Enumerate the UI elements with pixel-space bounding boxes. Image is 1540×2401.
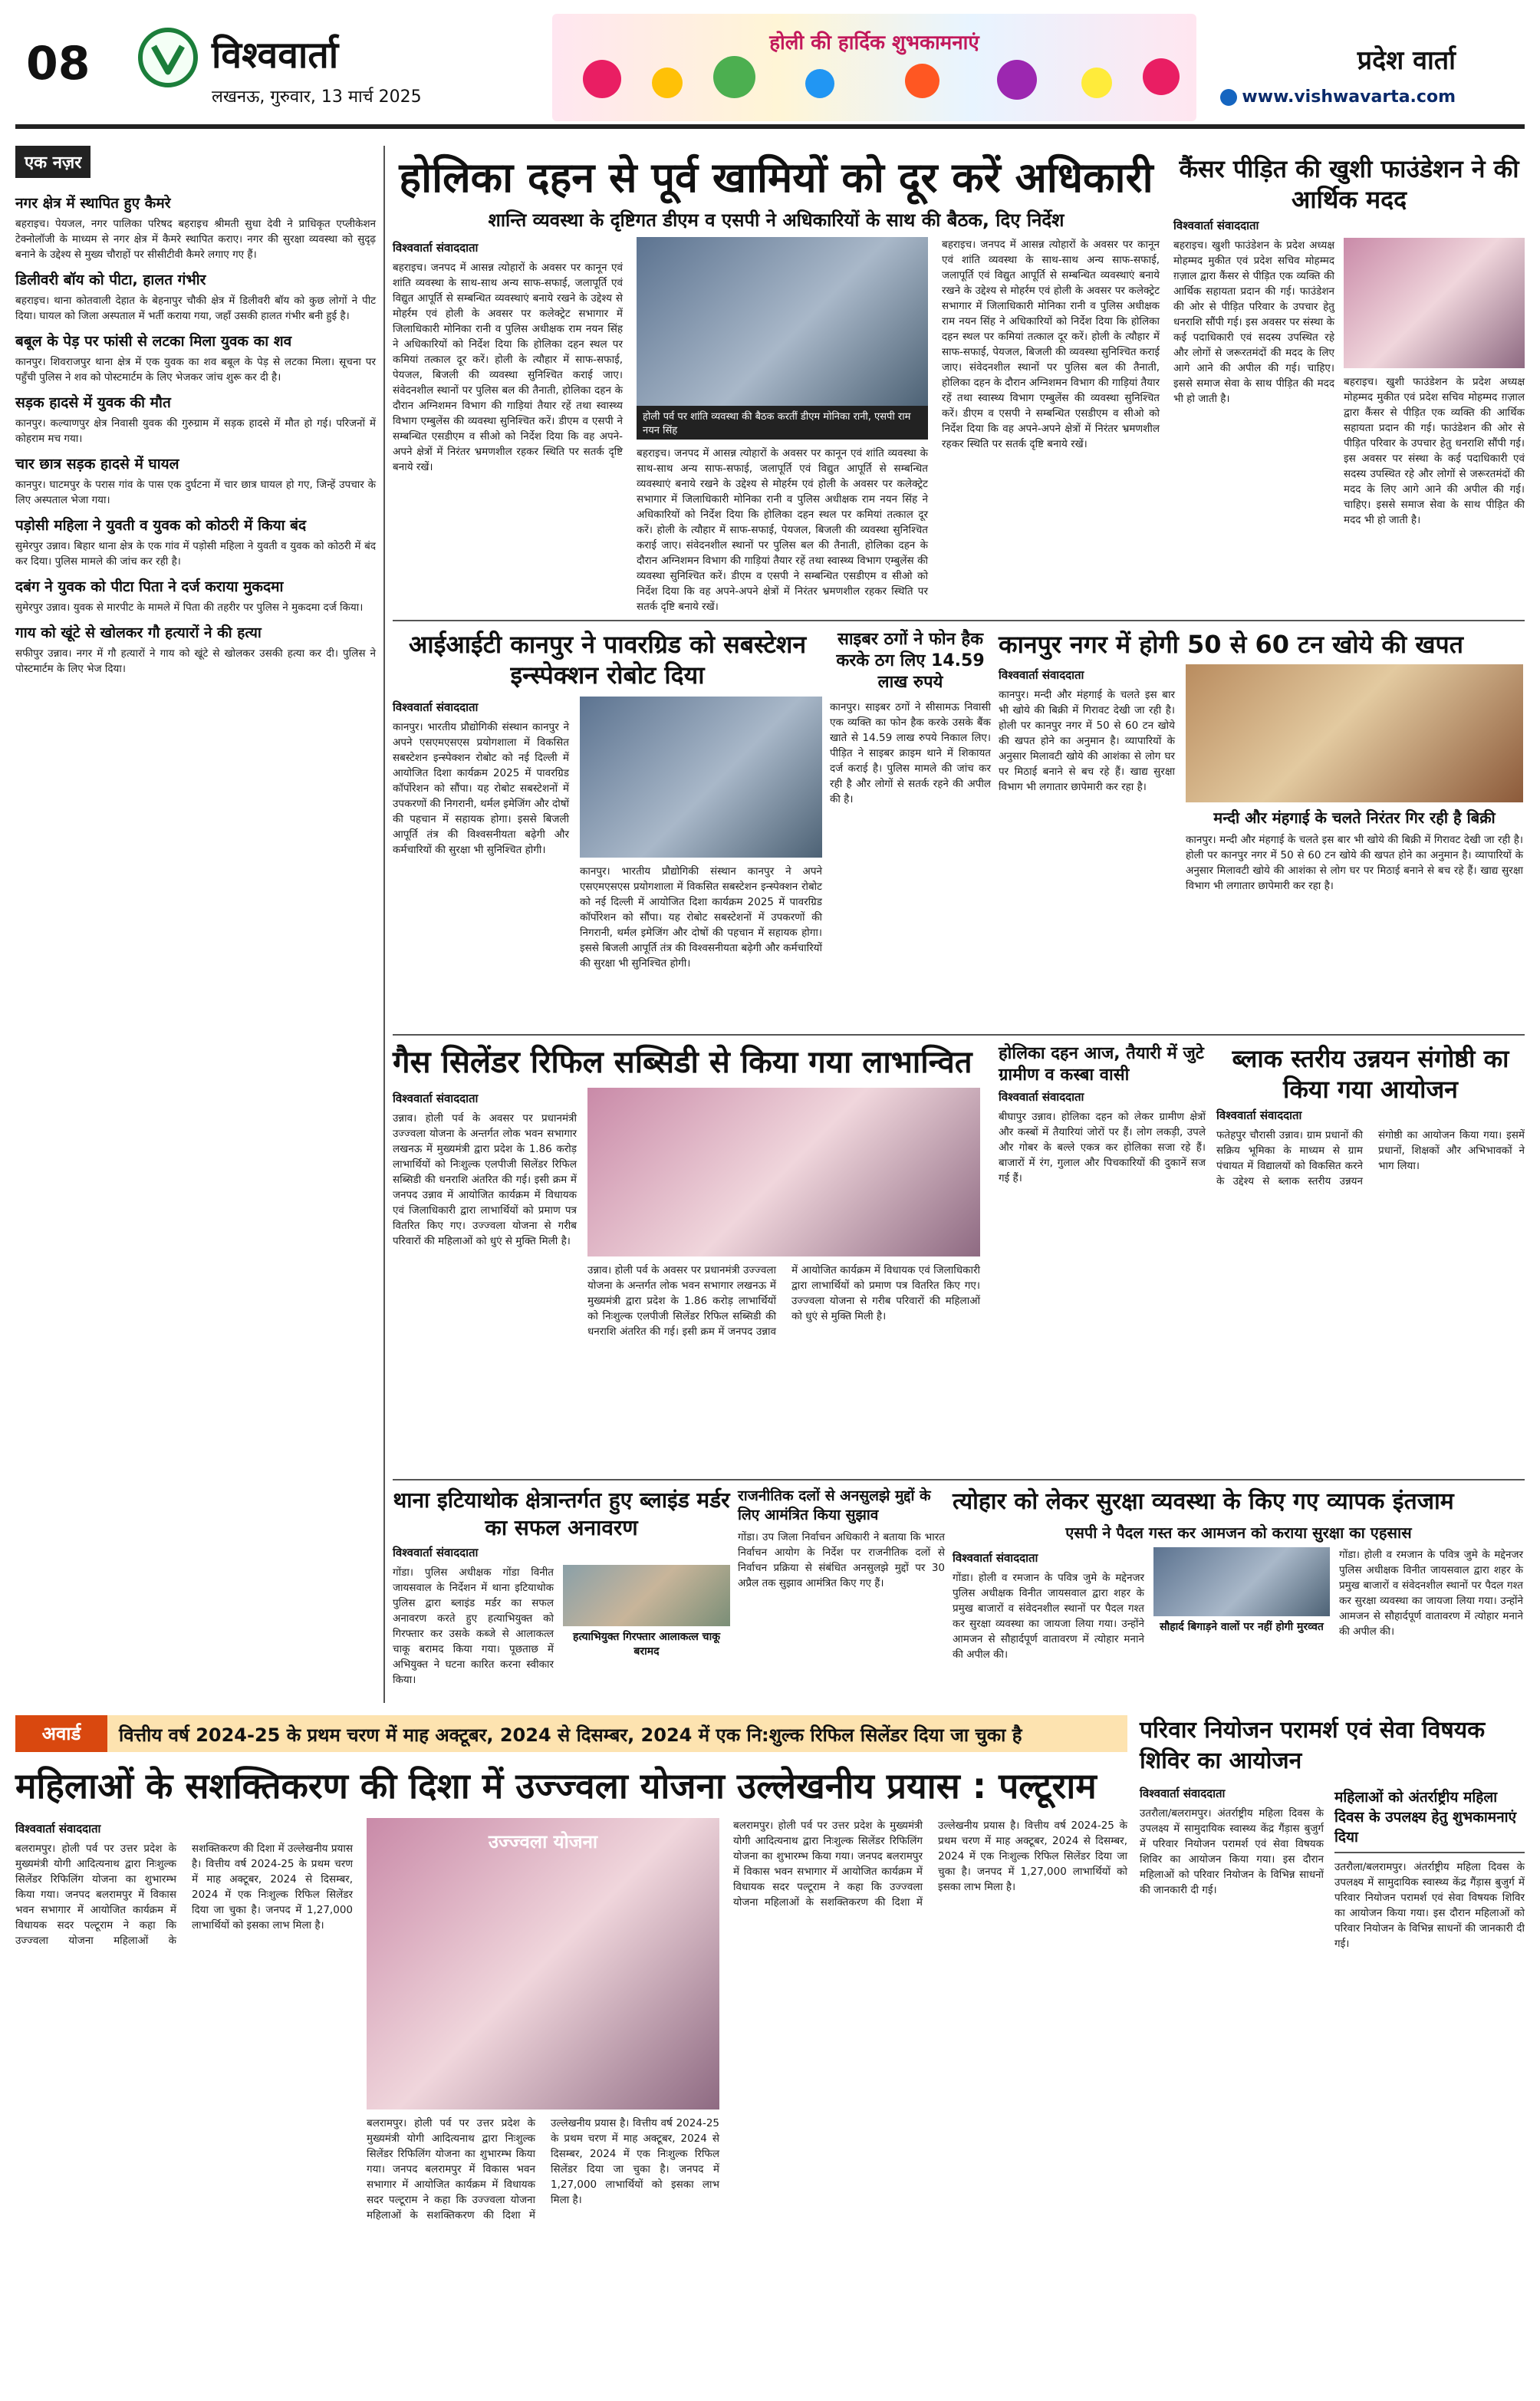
gas-byline: विश्ववार्ता संवाददाता — [393, 1092, 479, 1105]
sidebar-item — [15, 393, 376, 446]
sidebar-item-headline: गाय को खूंटे से खोलकर गौ हत्यारों ने की हत्या — [15, 624, 262, 641]
gas-subsidy-story — [393, 1043, 991, 1473]
khoya-headline: कानपुर नगर में होगी 50 से 60 टन खोये की खपत — [999, 630, 1463, 659]
lead-photo-caption: होली पर्व पर शांति व्यवस्था की बैठक करतीं डीएम मोनिका रानी, एसपी राम नयन सिंह — [637, 406, 928, 440]
sidebar-item-headline: सड़क हादसे में युवक की मौत — [15, 394, 171, 411]
gas-text: उन्नाव। होली पर्व के अवसर पर प्रधानमंत्री उज्ज्वला योजना के अन्तर्गत लोक भवन सभागार लखनऊ में मुख्यमंत्री द्वारा प्रदेश के 1.86 करोड़ लाभार्थियों को निःशुल्क एलपीजी सिलेंडर रिफिल सब्सिडी की धनराशि अंतरित की गई। इसी क्रम में जनपद उन्नाव में आयोजित कार्यक्रम में विधायक एवं जिलाधिकारी द्वारा लाभार्थियों को प्रमाण पत्र वितरित किए गए। उज्ज्वला योजना से गरीब परिवारों की महिलाओं को धुएं से मुक्ति मिली है। — [393, 1112, 577, 1247]
page-number: 08 — [26, 37, 90, 91]
website-url: www.vishwavarta.com — [1242, 87, 1456, 107]
family-text-cont: उतरौला/बलरामपुर। अंतर्राष्ट्रीय महिला दिवस के उपलक्ष्य में सामुदायिक स्वास्थ्य केंद्र गैंड़ास बुजुर्ग में परिवार नियोजन परामर्श एवं सेवा विषयक शिविर का आयोजन किया गया। इस दौरान महिलाओं को परिवार नियोजन के विभिन्न साधनों की जानकारी दी गई। — [1334, 1861, 1525, 1950]
holika-prep-headline: होलिका दहन आज, तैयारी में जुटे ग्रामीण व कस्बा वासी — [999, 1044, 1204, 1085]
sidebar-item-headline: दबंग ने युवक को पीटा पिता ने दर्ज कराया मुकदमा — [15, 578, 284, 595]
sidebar-item — [15, 515, 376, 569]
sidebar-item-headline: नगर क्षेत्र में स्थापित हुए कैमरे — [15, 195, 171, 212]
row-divider — [393, 620, 1525, 621]
gas-photo — [587, 1088, 980, 1256]
sidebar-tag: एक नज़र — [15, 146, 90, 178]
block-headline: ब्लाक स्तरीय उन्नयन संगोष्ठी का किया गया आयोजन — [1232, 1044, 1509, 1104]
ujjwala-text-cont: बलरामपुर। होली पर्व पर उत्तर प्रदेश के मुख्यमंत्री योगी आदित्यनाथ द्वारा निःशुल्क सिलेंडर रिफिलिंग योजना का शुभारम्भ किया गया। जनपद बलरामपुर में विकास भवन सभागार में आयोजित कार्यक्रम में विधायक सदर पल्टूराम ने कहा कि उज्ज्वला योजना महिलाओं के सशक्तिकरण की दिशा में उल्लेखनीय प्रयास है। वित्तीय वर्ष 2024-25 के प्रथम चरण में माह अक्टूबर, 2024 से दिसम्बर, 2024 में एक निःशुल्क रिफिल सिलेंडर दिया जा चुका है। जनपद में 1,27,000 लाभार्थियों को इसका लाभ मिला है। — [367, 2117, 719, 2222]
lead-headline: होलिका दहन से पूर्व खामियों को दूर करें अधिकारी — [399, 153, 1153, 202]
newspaper-name: विश्ववार्ता — [212, 34, 339, 77]
political-parties-story — [738, 1487, 945, 1709]
iit-text-cont: कानपुर। भारतीय प्रौद्योगिकी संस्थान कानपुर ने अपने एसएमएसएस प्रयोगशाला में विकसित सबस्टेशन इन्स्पेक्शन रोबोट को नई दिल्ली में आयोजित दिशा कार्यक्रम 2025 में पावरग्रिड कॉर्पोरेशन को सौंपा। यह रोबोट सबस्टेशनों में उपकरणों की निगरानी, थर्मल इमेजिंग और दोषों की पहचान में सहायक होगा। इससे बिजली आपूर्ति तंत्र की विश्वसनीयता बढ़ेगी और कर्मचारियों की सुरक्षा भी सुनिश्चित होगी। — [580, 865, 822, 970]
khoya-photo — [1186, 664, 1523, 802]
blind-murder-story — [393, 1487, 730, 1709]
ujjwala-text: बलरामपुर। होली पर्व पर उत्तर प्रदेश के मुख्यमंत्री योगी आदित्यनाथ द्वारा निःशुल्क सिलेंडर रिफिलिंग योजना का शुभारम्भ किया गया। जनपद बलरामपुर में विकास भवन सभागार में आयोजित कार्यक्रम में विधायक सदर पल्टूराम ने कहा कि उज्ज्वला योजना महिलाओं के सशक्तिकरण की दिशा में उल्लेखनीय प्रयास है। वित्तीय वर्ष 2024-25 के प्रथम चरण में माह अक्टूबर, 2024 से दिसम्बर, 2024 में एक निःशुल्क रिफिल सिलेंडर दिया जा चुका है। जनपद में 1,27,000 लाभार्थियों को इसका लाभ मिला है। — [15, 1843, 353, 1947]
ujjwala-photo — [367, 1818, 719, 2110]
cyber-text: कानपुर। साइबर ठगों ने सीसामऊ निवासी एक व्यक्ति का फोन हैक करके उसके बैंक खाते से 14.59 लाख रुपये निकाल लिए। पीड़ित ने साइबर क्राइम थाने में शिकायत दर्ज कराई है। पुलिस मामले की जांच कर रही है और लोगों से सतर्क रहने की अपील की है। — [830, 701, 991, 805]
cancer-aid-story — [1173, 153, 1525, 614]
iit-photo — [580, 697, 822, 858]
gas-text-cont: उन्नाव। होली पर्व के अवसर पर प्रधानमंत्री उज्ज्वला योजना के अन्तर्गत लोक भवन सभागार लखनऊ में मुख्यमंत्री द्वारा प्रदेश के 1.86 करोड़ लाभार्थियों को निःशुल्क एलपीजी सिलेंडर रिफिल सब्सिडी की धनराशि अंतरित की गई। इसी क्रम में जनपद उन्नाव में आयोजित कार्यक्रम में विधायक एवं जिलाधिकारी द्वारा लाभार्थियों को प्रमाण पत्र वितरित किए गए। उज्ज्वला योजना से गरीब परिवारों की महिलाओं को धुएं से मुक्ति मिली है। — [587, 1264, 980, 1338]
khoya-story — [999, 629, 1525, 1028]
holika-prep-byline: विश्ववार्ता संवाददाता — [999, 1090, 1084, 1104]
sidebar-item-text: सुमेरपुर उन्नाव। युवक से मारपीट के मामले में पिता की तहरीर पर पुलिस ने मुकदमा दर्ज किया। — [15, 601, 364, 614]
sidebar-item — [15, 577, 376, 615]
security-headline: त्योहार को लेकर सुरक्षा व्यवस्था के किए गए व्यापक इंतजाम — [953, 1488, 1454, 1515]
cyber-headline: साइबर ठगों ने फोन हैक करके ठग लिए 14.59 लाख रुपये — [836, 630, 985, 692]
iit-robot-story — [393, 629, 822, 1028]
award-tag: अवार्ड — [15, 1715, 107, 1752]
iit-byline: विश्ववार्ता संवाददाता — [393, 700, 479, 714]
security-byline: विश्ववार्ता संवाददाता — [953, 1551, 1038, 1565]
security-text: गोंडा। होली व रमजान के पवित्र जुमे के मद्देनजर पुलिस अधीक्षक विनीत जायसवाल द्वारा शहर के प्रमुख बाजारों व संवेदनशील स्थानों पर पैदल गश्त कर सुरक्षा व्यवस्था का जायजा लिया गया। उन्होंने आमजन से सौहार्दपूर्ण वातावरण में त्योहार मनाने की अपील की। — [953, 1572, 1144, 1661]
sidebar-item-text: बहराइच। थाना कोतवाली देहात के बेहनापुर चौकी क्षेत्र में डिलीवरी बॉय को कुछ लोगों ने पीट दिया। घायल को जिला अस्पताल में भर्ती कराया गया, जहाँ उसकी हालत गंभीर बनी हुई है। — [15, 295, 376, 322]
security-photo — [1153, 1547, 1330, 1616]
block-text: फतेहपुर चौरासी उन्नाव। ग्राम प्रधानों की सक्रिय भूमिका के माध्यम से ग्राम पंचायत में विद्यालयों को विकसित करने के उद्देश्य से ब्लाक स्तरीय उन्नयन संगोष्ठी का आयोजन किया गया। इसमें प्रधानों, शिक्षकों और अभिभावकों ने भाग लिया। — [1216, 1129, 1525, 1187]
cancer-headline: कैंसर पीड़ित की खुशी फाउंडेशन ने की आर्थिक मदद — [1179, 154, 1519, 214]
sidebar-item-headline: चार छात्र सड़क हादसे में घायल — [15, 456, 179, 473]
sidebar-item-text: सफीपुर उन्नाव। नगर में गौ हत्यारों ने गाय को खूंटे से खोलकर उसकी हत्या कर दी। पुलिस ने पोस्टमार्टम के लिए भेज दिया। — [15, 647, 376, 675]
murder-inset-photo — [563, 1565, 730, 1626]
lead-text-col2: बहराइच। जनपद में आसन्न त्योहारों के अवसर पर कानून एवं शांति व्यवस्था के साथ-साथ अन्य साफ-सफाई, जलापूर्ति एवं विद्युत आपूर्ति से सम्बन्धित व्यवस्थाएं बनाये रखने के उद्देश्य से मोहर्रम एवं होली के अवसर पर कलेक्ट्रेट सभागार में जिलाधिकारी मोनिका रानी व पुलिस अधीक्षक राम नयन सिंह ने अधिकारियों को निर्देश दिया कि होलिका दहन स्थल पर कमियां तत्काल दूर करें। होली के त्यौहार में साफ-सफाई, पेयजल, बिजली की व्यवस्था सुनिश्चित कराई जाए। संवेदनशील स्थानों पर पुलिस बल की तैनाती, होलिका दहन के दौरान अग्निशमन विभाग की गाड़ियां तैयार रहें तथा स्वास्थ्य विभाग एम्बुलेंस की व्यवस्था सुनिश्चित करें। डीएम व एसपी ने सम्बन्धित एसडीएम व सीओ को निर्देश दिया कि वह अपने-अपने क्षेत्रों में निरंतर भ्रमणशील रहकर स्थिति पर सतर्क दृष्टि बनाये रखें। — [637, 447, 928, 613]
cancer-photo — [1344, 238, 1525, 368]
sidebar-item — [15, 623, 376, 677]
murder-inset-caption: हत्याभियुक्त गिरफ्तार आलाकत्ल चाकू बरामद — [573, 1631, 720, 1658]
block-seminar-story — [1216, 1043, 1525, 1473]
holika-prep-text: बीघापुर उन्नाव। होलिका दहन को लेकर ग्रामीण क्षेत्रों और कस्बों में तैयारियां जोरों पर हैं। लोग लकड़ी, उपले और गोबर के बल्ले एकत्र कर होलिका सजा रहे हैं। बाजारों में रंग, गुलाल और पिचकारियों की दुकानें सज गई हैं। — [999, 1111, 1206, 1184]
lead-text-col3: बहराइच। जनपद में आसन्न त्योहारों के अवसर पर कानून एवं शांति व्यवस्था के साथ-साथ अन्य साफ-सफाई, जलापूर्ति एवं विद्युत आपूर्ति से सम्बन्धित व्यवस्थाएं बनाये रखने के उद्देश्य से मोहर्रम एवं होली के अवसर पर कलेक्ट्रेट सभागार में जिलाधिकारी मोनिका रानी व पुलिस अधीक्षक राम नयन सिंह ने अधिकारियों को निर्देश दिया कि होलिका दहन स्थल पर कमियां तत्काल दूर करें। होली के त्यौहार में साफ-सफाई, पेयजल, बिजली की व्यवस्था सुनिश्चित कराई जाए। संवेदनशील स्थानों पर पुलिस बल की तैनाती, होलिका दहन के दौरान अग्निशमन विभाग की गाड़ियां तैयार रहें तथा स्वास्थ्य विभाग एम्बुलेंस की व्यवस्था सुनिश्चित करें। डीएम व एसपी ने सम्बन्धित एसडीएम व सीओ को निर्देश दिया कि वह अपने-अपने क्षेत्रों में निरंतर भ्रमणशील रहकर स्थिति पर सतर्क दृष्टि बनाये रखें। — [942, 239, 1160, 450]
khoya-text-cont: कानपुर। मन्दी और मंहगाई के चलते इस बार भी खोये की बिक्री में गिरावट देखी जा रही है। होली पर कानपुर नगर में 50 से 60 टन खोये की खपत होने का अनुमान है। व्यापारियों के अनुसार मिलावटी खोये की आशंका से लोग घर पर मिठाई बनाने से बच रहे हैं। खाद्य सुरक्षा विभाग भी लगातार छापेमारी कर रहा है। — [1186, 834, 1523, 892]
family-highlight: महिलाओं को अंतर्राष्ट्रीय महिला दिवस के उपलक्ष्य हेतु शुभकामनाएं दिया — [1334, 1783, 1525, 1853]
lead-byline: विश्ववार्ता संवाददाता — [393, 241, 479, 255]
murder-byline: विश्ववार्ता संवाददाता — [393, 1546, 479, 1559]
cyber-fraud-story — [830, 629, 991, 1028]
murder-headline: थाना इटियाथोक क्षेत्रान्तर्गत हुए ब्लाइंड मर्डर का सफल अनावरण — [393, 1487, 730, 1540]
gas-headline: गैस सिलेंडर रिफिल सब्सिडी से किया गया लाभान्वित — [393, 1045, 972, 1080]
ujjwala-headline: महिलाओं के सशक्तिकरण की दिशा में उज्ज्वला योजना उल्लेखनीय प्रयास : पल्टूराम — [15, 1765, 1097, 1807]
newspaper-logo-icon — [138, 28, 198, 87]
murder-text: गोंडा। पुलिस अधीक्षक गोंडा विनीत जायसवाल के निर्देशन में थाना इटियाथोक पुलिस द्वारा ब्लाइंड मर्डर का सफल अनावरण करते हुए हत्याभियुक्त को गिरफ्तार कर उसके कब्जे से आलाकत्ल चाकू बरामद किया गया। पूछताछ में अभियुक्त ने घटना कारित करना स्वीकार किया। — [393, 1566, 554, 1686]
cancer-text: बहराइच। खुशी फाउंडेशन के प्रदेश अध्यक्ष मोहम्मद मुकीत एवं प्रदेश सचिव मोहम्मद ग़ज़ाल द्वारा कैंसर से पीड़ित एक व्यक्ति की आर्थिक सहायता प्रदान की गई। फाउंडेशन की ओर से पीड़ित परिवार के उपचार हेतु धनराशि सौंपी गई। इस अवसर पर संस्था के कई पदाधिकारी एवं सदस्य उपस्थित रहे और लोगों से जरूरतमंदों की मदद के लिए आगे आने की अपील की गई। चाहिए। इससे समाज सेवा के साथ पीड़ित की मदद भी हो जाती है। — [1173, 239, 1334, 405]
sidebar-item-headline: पड़ोसी महिला ने युवती व युवक को कोठरी में किया बंद — [15, 517, 307, 534]
lead-subheadline: शान्ति व्यवस्था के दृष्टिगत डीएम व एसपी ने अधिकारियों के साथ की बैठक, दिए निर्देश — [488, 209, 1065, 231]
politics-headline: राजनीतिक दलों से अनसुलझे मुद्दों के लिए आमंत्रित किया सुझाव — [738, 1487, 931, 1523]
cancer-text-cont: बहराइच। खुशी फाउंडेशन के प्रदेश अध्यक्ष मोहम्मद मुकीत एवं प्रदेश सचिव मोहम्मद ग़ज़ाल द्वारा कैंसर से पीड़ित एक व्यक्ति की आर्थिक सहायता प्रदान की गई। फाउंडेशन की ओर से पीड़ित परिवार के उपचार हेतु धनराशि सौंपी गई। इस अवसर पर संस्था के कई पदाधिकारी एवं सदस्य उपस्थित रहे और लोगों से जरूरतमंदों की मदद के लिए आगे आने की अपील की गई। चाहिए। इससे समाज सेवा के साथ पीड़ित की मदद भी हो जाती है। — [1344, 376, 1525, 526]
festival-security-story — [953, 1487, 1525, 1709]
family-planning-story — [1140, 1715, 1525, 2390]
sidebar-item-text: सुमेरपुर उन्नाव। बिहार थाना क्षेत्र के एक गांव में पड़ोसी महिला ने युवती व युवक को कोठरी में बंद कर दिया। पुलिस मामले की जांच कर रही है। — [15, 540, 376, 568]
masthead — [15, 14, 1525, 129]
holi-greeting: होली की हार्दिक शुभकामनाएं — [769, 31, 979, 54]
security-subheadline: एसपी ने पैदल गस्त कर आमजन को कराया सुरक्षा का एहसास — [1065, 1523, 1412, 1542]
sidebar-item-text: कानपुर। घाटमपुर के परास गांव के पास एक दुर्घटना में चार छात्र घायल हो गए, जिन्हें उपचार के लिए अस्पताल भेजा गया। — [15, 479, 376, 506]
sidebar-item — [15, 193, 376, 262]
lead-story — [393, 153, 1160, 614]
sidebar-item — [15, 331, 376, 385]
sidebar-item — [15, 270, 376, 324]
khoya-text: कानपुर। मन्दी और मंहगाई के चलते इस बार भी खोये की बिक्री में गिरावट देखी जा रही है। होली पर कानपुर नगर में 50 से 60 टन खोये की खपत होने का अनुमान है। व्यापारियों के अनुसार मिलावटी खोये की आशंका से लोग घर पर मिठाई बनाने से बच रहे हैं। खाद्य सुरक्षा विभाग भी लगातार छापेमारी कर रहा है। — [999, 689, 1175, 793]
khoya-photo-caption: मन्दी और मंहगाई के चलते निरंतर गिर रही है बिक्री — [1213, 809, 1496, 827]
ujjwala-byline: विश्ववार्ता संवाददाता — [15, 1822, 101, 1836]
sidebar-item — [15, 454, 376, 508]
row-divider — [393, 1479, 1525, 1480]
family-byline: विश्ववार्ता संवाददाता — [1140, 1787, 1226, 1800]
sidebar-item-headline: बबूल के पेड़ पर फांसी से लटका मिला युवक का शव — [15, 333, 292, 350]
dateline: लखनऊ, गुरुवार, 13 मार्च 2025 — [212, 87, 422, 107]
holi-banner — [552, 14, 1196, 121]
lead-text-col1: बहराइच। जनपद में आसन्न त्योहारों के अवसर पर कानून एवं शांति व्यवस्था के साथ-साथ अन्य साफ-सफाई, जलापूर्ति एवं विद्युत आपूर्ति से सम्बन्धित व्यवस्थाएं बनाये रखने के उद्देश्य से मोहर्रम एवं होली के अवसर पर कलेक्ट्रेट सभागार में जिलाधिकारी मोनिका रानी व पुलिस अधीक्षक राम नयन सिंह ने अधिकारियों को निर्देश दिया कि होलिका दहन स्थल पर कमियां तत्काल दूर करें। होली के त्यौहार में साफ-सफाई, पेयजल, बिजली की व्यवस्था सुनिश्चित कराई जाए। संवेदनशील स्थानों पर पुलिस बल की तैनाती, होलिका दहन के दौरान अग्निशमन विभाग की गाड़ियां तैयार रहें तथा स्वास्थ्य विभाग एम्बुलेंस की व्यवस्था सुनिश्चित करें। डीएम व एसपी ने सम्बन्धित एसडीएम व सीओ को निर्देश दिया कि वह अपने-अपने क्षेत्रों में निरंतर भ्रमणशील रहकर स्थिति पर सतर्क दृष्टि बनाये रखें। — [393, 262, 623, 473]
lead-photo — [637, 237, 928, 406]
ujjwala-text-cont2: बलरामपुर। होली पर्व पर उत्तर प्रदेश के मुख्यमंत्री योगी आदित्यनाथ द्वारा निःशुल्क सिलेंडर रिफिलिंग योजना का शुभारम्भ किया गया। जनपद बलरामपुर में विकास भवन सभागार में आयोजित कार्यक्रम में विधायक सदर पल्टूराम ने कहा कि उज्ज्वला योजना महिलाओं के सशक्तिकरण की दिशा में उल्लेखनीय प्रयास है। वित्तीय वर्ष 2024-25 के प्रथम चरण में माह अक्टूबर, 2024 से दिसम्बर, 2024 में एक निःशुल्क रिफिल सिलेंडर दिया जा चुका है। जनपद में 1,27,000 लाभार्थियों को इसका लाभ मिला है। — [733, 1820, 1127, 1909]
column-divider — [383, 146, 385, 1703]
family-headline: परिवार नियोजन परामर्श एवं सेवा विषयक शिविर का आयोजन — [1140, 1717, 1486, 1774]
website-link[interactable] — [1220, 87, 1456, 107]
award-text: वित्तीय वर्ष 2024-25 के प्रथम चरण में माह अक्टूबर, 2024 से दिसम्बर, 2024 में एक नि:शुल्क रिफिल सिलेंडर दिया जा चुका है — [119, 1724, 1022, 1746]
security-text-cont: गोंडा। होली व रमजान के पवित्र जुमे के मद्देनजर पुलिस अधीक्षक विनीत जायसवाल द्वारा शहर के प्रमुख बाजारों व संवेदनशील स्थानों पर पैदल गश्त कर सुरक्षा व्यवस्था का जायजा लिया गया। उन्होंने आमजन से सौहार्दपूर्ण वातावरण में त्योहार मनाने की अपील की। — [1339, 1549, 1523, 1638]
globe-icon — [1220, 89, 1237, 106]
politics-text: गोंडा। उप जिला निर्वाचन अधिकारी ने बताया कि भारत निर्वाचन आयोग के निर्देश पर राजनीतिक दलों से निर्वाचन प्रक्रिया से संबंधित अनसुलझे मुद्दों पर 30 अप्रैल तक सुझाव आमंत्रित किए गए हैं। — [738, 1531, 945, 1589]
ujjwala-story — [15, 1761, 1127, 2390]
ujjwala-photo-caption: उज्ज्वला योजना — [488, 1831, 598, 1853]
iit-text: कानपुर। भारतीय प्रौद्योगिकी संस्थान कानपुर ने अपने एसएमएसएस प्रयोगशाला में विकसित सबस्टेशन इन्स्पेक्शन रोबोट को नई दिल्ली में आयोजित दिशा कार्यक्रम 2025 में पावरग्रिड कॉर्पोरेशन को सौंपा। यह रोबोट सबस्टेशनों में उपकरणों की निगरानी, थर्मल इमेजिंग और दोषों की पहचान में सहायक होगा। इससे बिजली आपूर्ति तंत्र की विश्वसनीयता बढ़ेगी और कर्मचारियों की सुरक्षा भी सुनिश्चित होगी। — [393, 721, 569, 856]
sidebar-item-headline: डिलीवरी बॉय को पीटा, हालत गंभीर — [15, 272, 206, 288]
sidebar-item-text: बहराइच। पेयजल, नगर पालिका परिषद बहराइच श्रीमती सुधा देवी ने प्राधिकृत एप्लीकेशन टेक्नोलॉजी के माध्यम से नगर क्षेत्र में कैमरे स्थापित कराए। नगर की सुरक्षा व्यवस्था को सुदृढ़ बनाने के उद्देश्य से मुख्य चौराहों पर सीसीटीवी कैमरे लगाए गए हैं। — [15, 218, 376, 261]
award-bar — [15, 1715, 1127, 1752]
security-inset-caption: सौहार्द बिगाड़ने वालों पर नहीं होगी मुरव्वत — [1160, 1621, 1324, 1633]
block-byline: विश्ववार्ता संवाददाता — [1216, 1108, 1302, 1122]
section-name: प्रदेश वार्ता — [1357, 45, 1456, 76]
sidebar-ek-nazar — [15, 146, 376, 1703]
sidebar-item-text: कानपुर। शिवराजपुर थाना क्षेत्र में एक युवक का शव बबूल के पेड़ से लटका मिला। सूचना पर पहुँची पुलिस ने शव को पोस्टमार्टम के लिए भेजकर जांच शुरू कर दी है। — [15, 356, 376, 384]
row-divider — [393, 1034, 1525, 1036]
holika-prep-story — [999, 1043, 1206, 1473]
khoya-byline: विश्ववार्ता संवाददाता — [999, 668, 1084, 682]
sidebar-item-text: कानपुर। कल्याणपुर क्षेत्र निवासी युवक की गुरुग्राम में सड़क हादसे में मौत हो गई। परिजनों में कोहराम मच गया। — [15, 417, 376, 445]
iit-headline: आईआईटी कानपुर ने पावरग्रिड को सबस्टेशन इन्स्पेक्शन रोबोट दिया — [408, 630, 807, 690]
cancer-byline: विश्ववार्ता संवाददाता — [1173, 219, 1259, 232]
family-text: उतरौला/बलरामपुर। अंतर्राष्ट्रीय महिला दिवस के उपलक्ष्य में सामुदायिक स्वास्थ्य केंद्र गैंड़ास बुजुर्ग में परिवार नियोजन परामर्श एवं सेवा विषयक शिविर का आयोजन किया गया। इस दौरान महिलाओं को परिवार नियोजन के विभिन्न साधनों की जानकारी दी गई। — [1140, 1807, 1324, 1896]
